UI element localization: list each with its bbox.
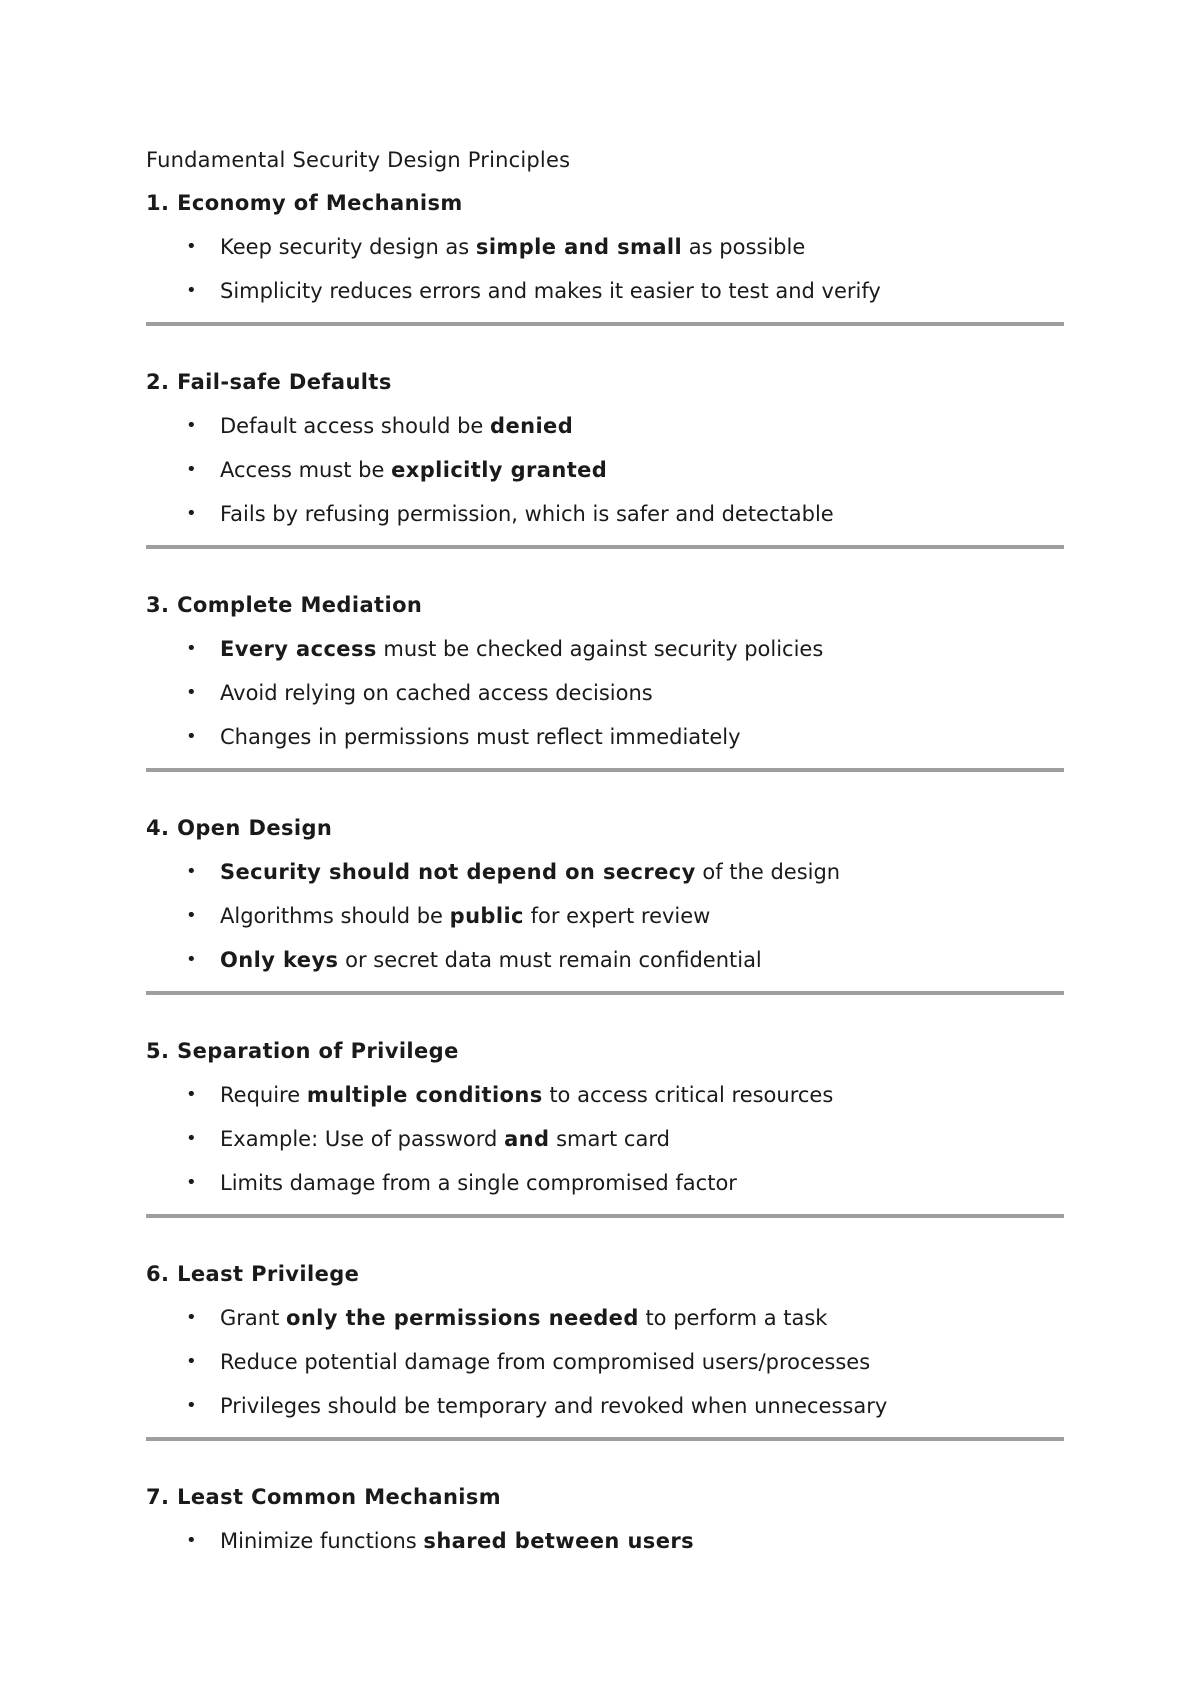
section-heading: 3. Complete Mediation bbox=[146, 593, 423, 617]
bullet-item bbox=[146, 634, 1064, 664]
section bbox=[146, 1482, 1064, 1556]
bold-text: Security should not depend on secrecy bbox=[220, 860, 696, 884]
text-run: Access must be bbox=[220, 458, 392, 482]
bullet-dot-icon: • bbox=[186, 459, 197, 480]
bullet-dot-icon: • bbox=[186, 415, 197, 436]
bullet-item bbox=[146, 1347, 1064, 1377]
section-divider bbox=[146, 1214, 1064, 1218]
bullet-dot-icon: • bbox=[186, 638, 197, 659]
bullet-dot-icon: • bbox=[186, 726, 197, 747]
text-run: Default access should be bbox=[220, 414, 491, 438]
bullet-item bbox=[146, 678, 1064, 708]
bold-text: only the permissions needed bbox=[286, 1306, 639, 1330]
text-run: Simplicity reduces errors and makes it easier to test and verify bbox=[220, 279, 881, 303]
bold-text: Every access bbox=[220, 637, 377, 661]
bullet-item bbox=[146, 1168, 1064, 1198]
bullet-item bbox=[146, 722, 1064, 752]
bullet-list bbox=[146, 232, 1064, 306]
bold-text: multiple conditions bbox=[306, 1083, 543, 1107]
text-run: or secret data must remain confidential bbox=[338, 948, 762, 972]
bullet-list bbox=[146, 1080, 1064, 1198]
section bbox=[146, 590, 1064, 772]
bullet-list bbox=[146, 857, 1064, 975]
bullet-dot-icon: • bbox=[186, 1172, 197, 1193]
section-heading: 1. Economy of Mechanism bbox=[146, 191, 463, 215]
bullet-list bbox=[146, 634, 1064, 752]
bold-text: public bbox=[449, 904, 524, 928]
section-divider bbox=[146, 545, 1064, 549]
sections-container bbox=[146, 188, 1064, 1556]
section-divider bbox=[146, 1437, 1064, 1441]
text-run: Keep security design as bbox=[220, 235, 476, 259]
bullet-item bbox=[146, 1303, 1064, 1333]
bullet-item bbox=[146, 455, 1064, 485]
section-divider bbox=[146, 991, 1064, 995]
bullet-dot-icon: • bbox=[186, 1084, 197, 1105]
bullet-dot-icon: • bbox=[186, 1307, 197, 1328]
document-page bbox=[146, 145, 1064, 1556]
bold-text: shared between users bbox=[423, 1529, 694, 1553]
bullet-list bbox=[146, 1303, 1064, 1421]
text-run: as possible bbox=[682, 235, 806, 259]
section bbox=[146, 1259, 1064, 1441]
bullet-dot-icon: • bbox=[186, 1395, 197, 1416]
bullet-item bbox=[146, 499, 1064, 529]
text-run: Privileges should be temporary and revoked when unnecessary bbox=[220, 1394, 888, 1418]
section bbox=[146, 367, 1064, 549]
bold-text: Only keys bbox=[220, 948, 339, 972]
text-run: to perform a task bbox=[638, 1306, 828, 1330]
text-run: must be checked against security policies bbox=[376, 637, 824, 661]
section-divider bbox=[146, 322, 1064, 326]
text-run: for expert review bbox=[523, 904, 711, 928]
bullet-dot-icon: • bbox=[186, 1128, 197, 1149]
text-run: smart card bbox=[549, 1127, 670, 1151]
bullet-dot-icon: • bbox=[186, 503, 197, 524]
bullet-item bbox=[146, 901, 1064, 931]
section-divider bbox=[146, 768, 1064, 772]
text-run: Reduce potential damage from compromised users/processes bbox=[220, 1350, 871, 1374]
document-title: Fundamental Security Design Principles bbox=[146, 148, 571, 172]
section bbox=[146, 188, 1064, 326]
bullet-item bbox=[146, 1391, 1064, 1421]
bullet-item bbox=[146, 1124, 1064, 1154]
bullet-item bbox=[146, 857, 1064, 887]
bullet-dot-icon: • bbox=[186, 682, 197, 703]
text-run: Minimize functions bbox=[220, 1529, 424, 1553]
section-heading: 7. Least Common Mechanism bbox=[146, 1485, 502, 1509]
text-run: Fails by refusing permission, which is safer and detectable bbox=[220, 502, 834, 526]
bold-text: denied bbox=[490, 414, 574, 438]
text-run: Changes in permissions must reflect immediately bbox=[220, 725, 741, 749]
text-run: Example: Use of password bbox=[220, 1127, 505, 1151]
section bbox=[146, 813, 1064, 995]
bullet-dot-icon: • bbox=[186, 905, 197, 926]
text-run: Limits damage from a single compromised factor bbox=[220, 1171, 737, 1195]
bullet-dot-icon: • bbox=[186, 949, 197, 970]
bullet-dot-icon: • bbox=[186, 1351, 197, 1372]
text-run: Avoid relying on cached access decisions bbox=[220, 681, 653, 705]
bold-text: explicitly granted bbox=[391, 458, 608, 482]
bullet-dot-icon: • bbox=[186, 1530, 197, 1551]
text-run: Require bbox=[220, 1083, 307, 1107]
bullet-item bbox=[146, 945, 1064, 975]
text-run: to access critical resources bbox=[542, 1083, 834, 1107]
bullet-list bbox=[146, 1526, 1064, 1556]
bullet-item bbox=[146, 411, 1064, 441]
bullet-item bbox=[146, 1080, 1064, 1110]
bullet-dot-icon: • bbox=[186, 280, 197, 301]
bullet-list bbox=[146, 411, 1064, 529]
bullet-dot-icon: • bbox=[186, 861, 197, 882]
bullet-dot-icon: • bbox=[186, 236, 197, 257]
text-run: of the design bbox=[695, 860, 841, 884]
section bbox=[146, 1036, 1064, 1218]
section-heading: 2. Fail-safe Defaults bbox=[146, 370, 392, 394]
text-run: Algorithms should be bbox=[220, 904, 450, 928]
section-heading: 4. Open Design bbox=[146, 816, 333, 840]
bold-text: simple and small bbox=[475, 235, 683, 259]
bullet-item bbox=[146, 276, 1064, 306]
section-heading: 6. Least Privilege bbox=[146, 1262, 360, 1286]
bold-text: and bbox=[504, 1127, 550, 1151]
bullet-item bbox=[146, 232, 1064, 262]
text-run: Grant bbox=[220, 1306, 286, 1330]
bullet-item bbox=[146, 1526, 1064, 1556]
section-heading: 5. Separation of Privilege bbox=[146, 1039, 459, 1063]
